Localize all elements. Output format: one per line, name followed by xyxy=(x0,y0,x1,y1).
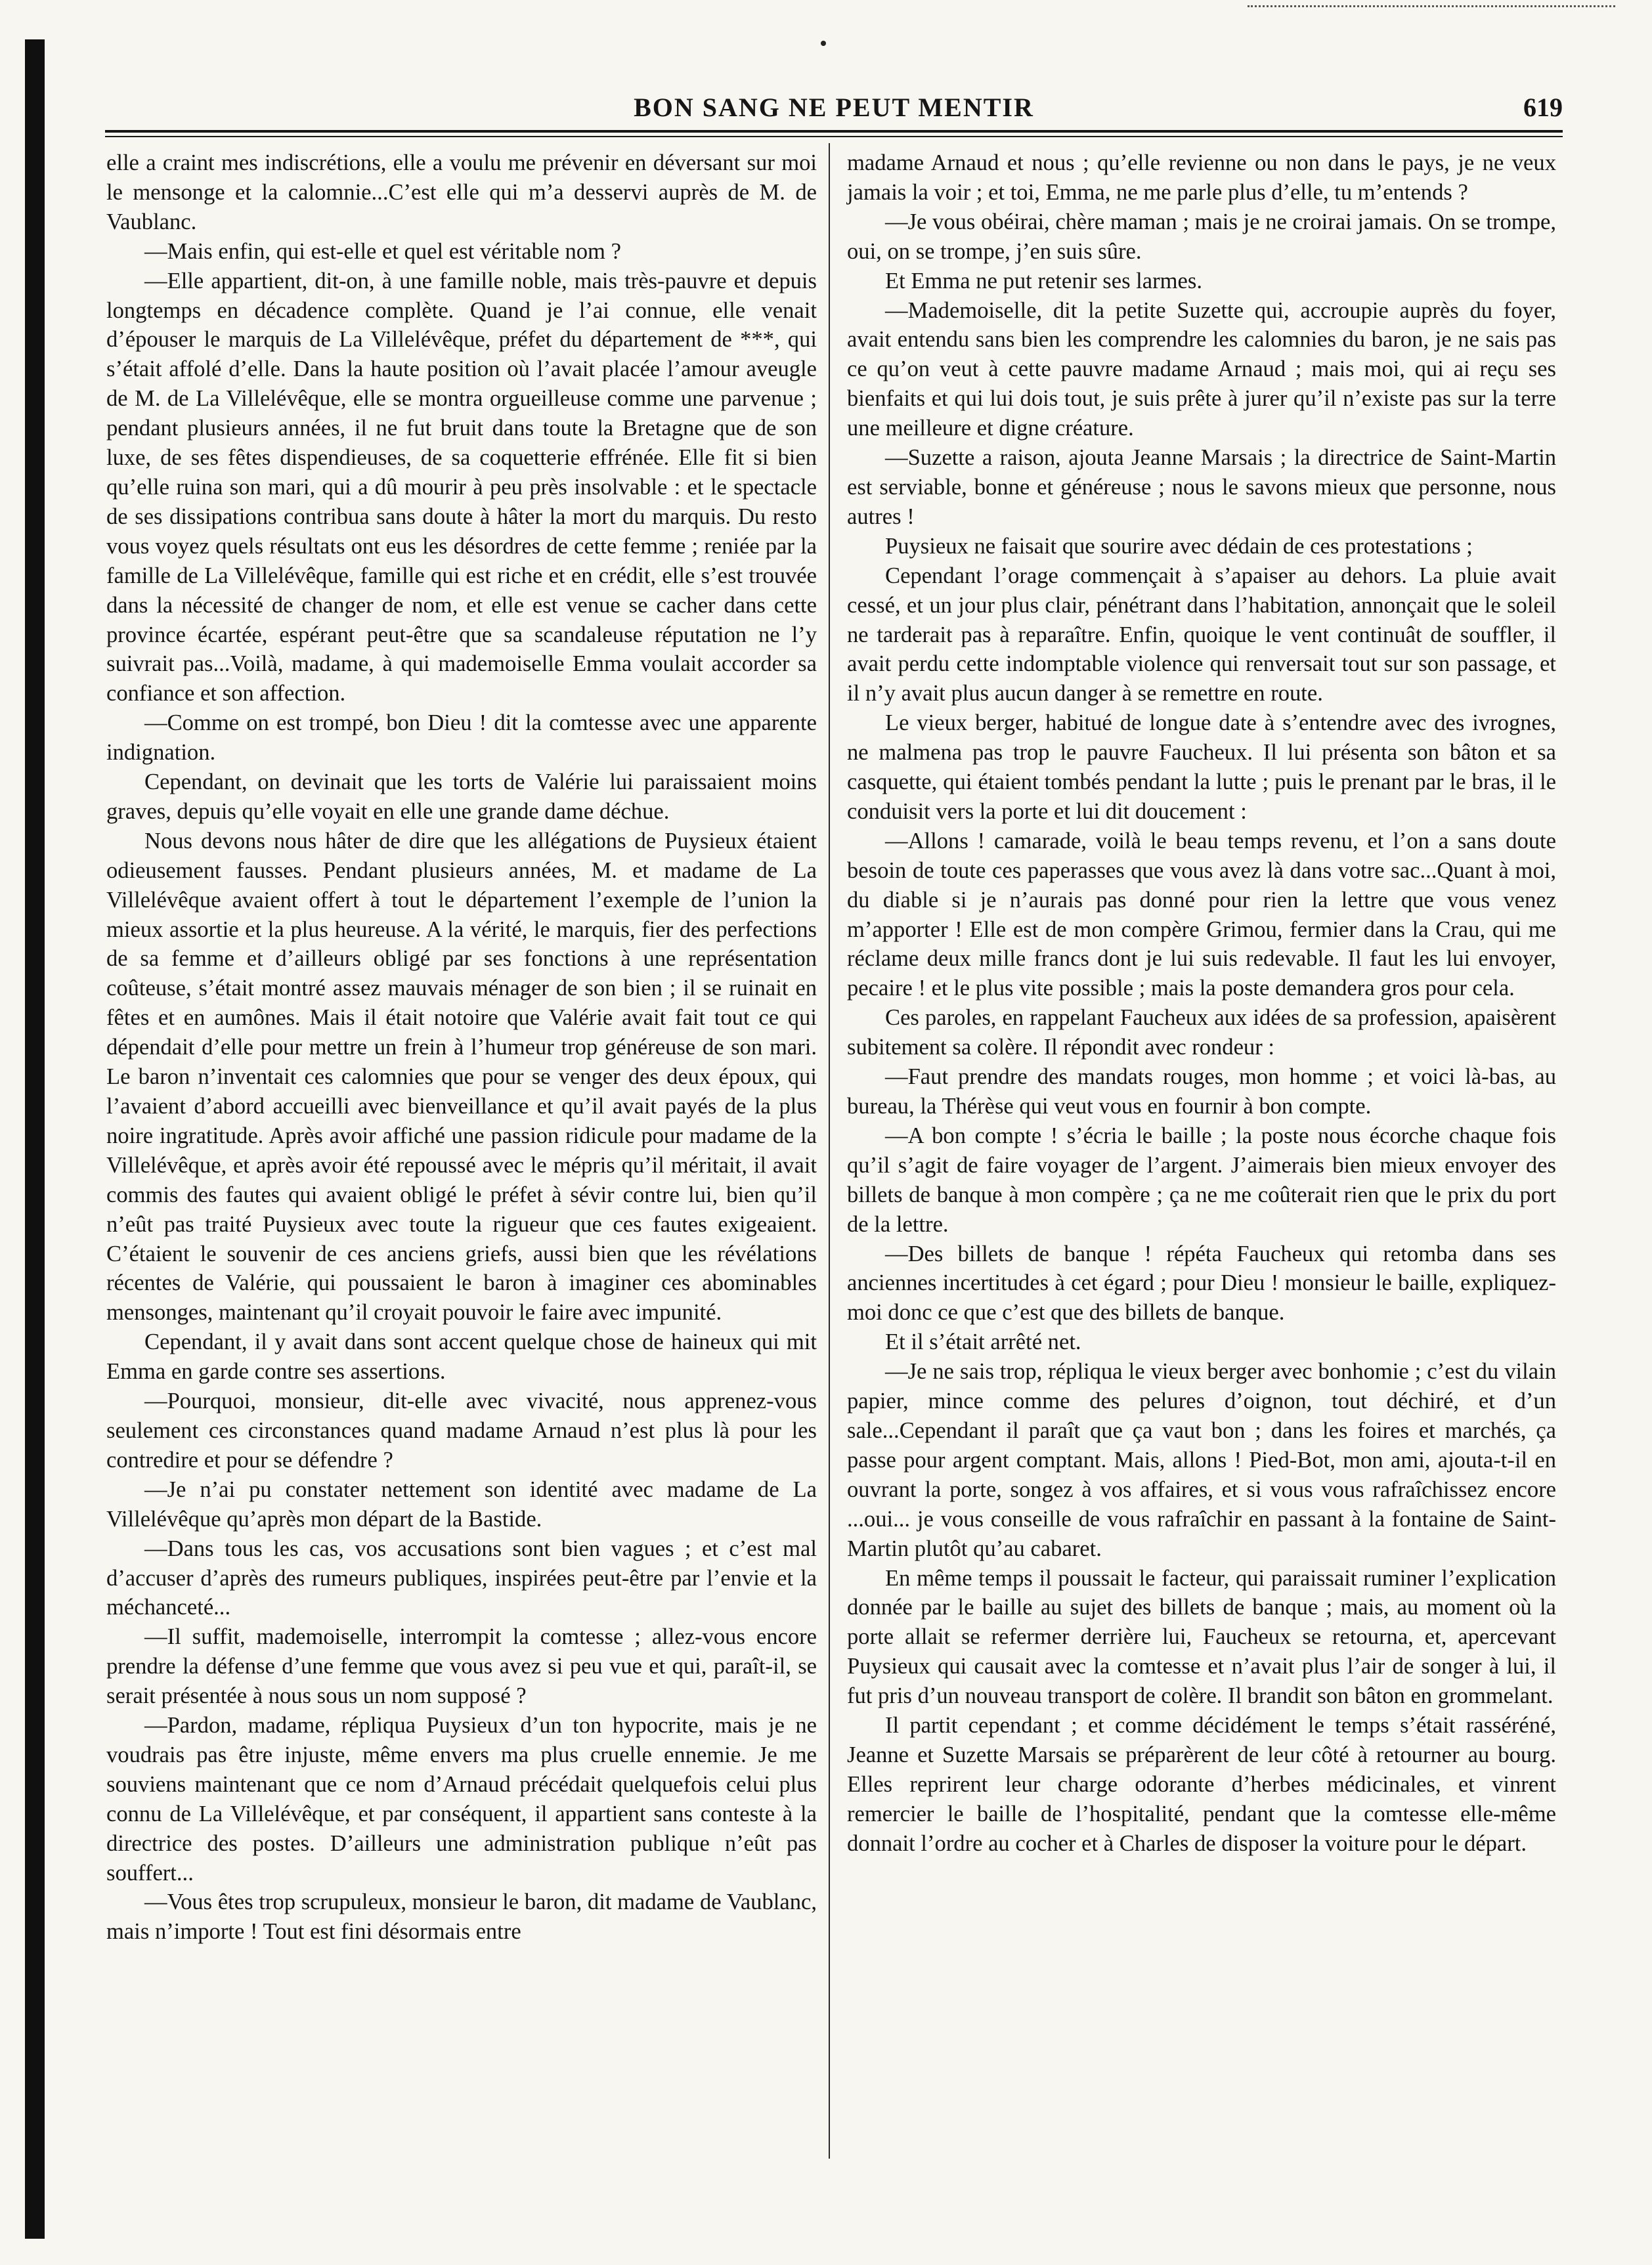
paragraph: —Elle appartient, dit-on, à une famille noble, mais très-pauvre et depuis longtemps en décadence complète. Quand je l’ai connue, elle venait d’épouser le marquis de La Villelévêque, préfet du département de ***, qui s’était affolé d’elle. Dans la haute position où l’avait placée l’amour aveugle de M. de La Villelévêque, elle se montra orgueilleuse comme une parvenue ; pendant plusieurs années, il ne fut bruit dans toute la Bretagne que de son luxe, de ses fêtes dispendieuses, de sa coquetterie effrénée. Elle fit si bien qu’elle ruina son mari, qui a dû mourir à peu près insolvable : et le spectacle de ses dissipations contribua sans doute à hâter la mort du marquis. Du resto vous voyez quels résultats ont eus les désordres de cette femme ; reniée par la famille de La Villelévêque, famille qui est riche et en crédit, elle s’est trouvée dans la nécessité de changer de nom, et elle est venue se cacher dans cette province écartée, espérant peut-être que sa scandaleuse réputation ne l’y suivrait pas...Voilà, madame, à qui mademoiselle Emma voulait accorder sa confiance et son affection. xyxy=(106,268,817,706)
paragraph: madame Arnaud et nous ; qu’elle revienne ou non dans le pays, je ne veux jamais la voir ; et toi, Emma, ne me parle plus d’elle, tu m’entends ? xyxy=(847,150,1556,205)
running-title: BON SANG NE PEUT MENTIR xyxy=(634,93,1034,122)
paragraph: Et Emma ne put retenir ses larmes. xyxy=(885,268,1202,293)
paragraph: Cependant, il y avait dans sont accent quelque chose de haineux qui mit Emma en garde contre ses assertions. xyxy=(106,1329,817,1385)
paragraph: En même temps il poussait le facteur, qui paraissait ruminer l’explication donnée par le baille au sujet des billets de banque ; mais, au moment où la porte allait se refermer derrière lui, Faucheux se retourna, et, apercevant Puysieux qui causait avec la comtesse et n’avait plus l’air de songer à lui, il fut pris d’un nouveau transport de colère. Il brandit son bâton en grommelant. xyxy=(847,1565,1556,1709)
paragraph: —Suzette a raison, ajouta Jeanne Marsais ; la directrice de Saint-Martin est serviable, bonne et généreuse ; nous le savons mieux que personne, nous autres ! xyxy=(847,445,1556,529)
paragraph: elle a craint mes indiscrétions, elle a voulu me prévenir en déversant sur moi le mensonge et la calomnie...C’est elle qui m’a desservi auprès de M. de Vaublanc. xyxy=(106,150,817,234)
paragraph: —Je ne sais trop, répliqua le vieux berger avec bonhomie ; c’est du vilain papier, mince comme des pelures d’oignon, tout déchiré, et d’un sale...Cependant il paraît que ça vaut bon ; dans les foires et marchés, ça passe pour argent comptant. Mais, allons ! Pied-Bot, mon ami, ajouta-t-il en ouvrant la porte, songez à vos affaires, et si vous vous rafraîchissez encore ...oui... je vous conseille de vous rafraîchir en passant à la fontaine de Saint-Martin plutôt qu’au cabaret. xyxy=(847,1359,1556,1561)
paragraph: Cependant, on devinait que les torts de Valérie lui paraissaient moins graves, depuis qu’elle voyait en elle une grande dame déchue. xyxy=(106,769,817,824)
scan-edge-bar xyxy=(25,39,45,2239)
paragraph: Il partit cependant ; et comme décidément le temps s’était rasséréné, Jeanne et Suzette Marsais se préparèrent de leur côté à retourner au bourg. Elles reprirent leur charge odorante d’herbes médicinales, et vinrent remercier le baille de l’hospitalité, pendant que la comtesse elle-même donnait l’ordre au cocher et à Charles de disposer la voiture pour le départ. xyxy=(847,1713,1556,1856)
paragraph: —Je vous obéirai, chère maman ; mais je ne croirai jamais. On se trompe, oui, on se trompe, j’en suis sûre. xyxy=(847,209,1556,264)
paragraph: Et il s’était arrêté net. xyxy=(885,1329,1081,1355)
paragraph: —Faut prendre des mandats rouges, mon homme ; et voici là-bas, au bureau, la Thérèse qui veut vous en fournir à bon compte. xyxy=(847,1064,1556,1119)
paragraph: —Allons ! camarade, voilà le beau temps revenu, et l’on a sans doute besoin de toute ces paperasses que vous avez là dans votre sac...Quant à moi, du diable si je n’aurais pas donné pour rien la lettre que vous venez m’apporter ! Elle est de mon compère Grimou, fermier dans la Crau, qui me réclame deux mille francs dont je lui suis redevable. Il faut les lui envoyer, pecaire ! et le plus vite possible ; mais la poste demandera gros pour cela. xyxy=(847,828,1556,1001)
paragraph: —Pardon, madame, répliqua Puysieux d’un ton hypocrite, mais je ne voudrais pas être injuste, même envers ma plus cruelle ennemie. Je me souviens maintenant que ce nom d’Arnaud précédait quelquefois celui plus connu de La Villelévêque, et par conséquent, il appartient sans conteste à la directrice des postes. D’ailleurs une administration publique n’eût pas souffert... xyxy=(106,1713,817,1886)
paragraph: —Mademoiselle, dit la petite Suzette qui, accroupie auprès du foyer, avait entendu sans bien les comprendre les calomnies du baron, je ne sais pas ce qu’on veut à cette pauvre madame Arnaud ; mais moi, qui ai reçu ses bienfaits et qui lui dois tout, je suis prête à jurer qu’il n’existe pas sur la terre une meilleure et digne créature. xyxy=(847,297,1556,441)
left-column xyxy=(106,148,817,2157)
header-rule-thick xyxy=(105,130,1563,133)
paragraph: —Vous êtes trop scrupuleux, monsieur le baron, dit madame de Vaublanc, mais n’importe ! Tout est fini désormais entre xyxy=(106,1889,817,1945)
ink-dot xyxy=(821,41,826,46)
paragraph: —Il suffit, mademoiselle, interrompit la comtesse ; allez-vous encore prendre la défense d’une femme que vous avez si peu vue et qui, paraît-il, se serait présentée à nous sous un nom supposé ? xyxy=(106,1624,817,1709)
page-number: 619 xyxy=(1523,93,1563,122)
paragraph: —Pourquoi, monsieur, dit-elle avec vivacité, nous apprenez-vous seulement ces circonstances quand madame Arnaud n’est plus là pour les contredire et pour se défendre ? xyxy=(106,1389,817,1473)
paragraph: —Des billets de banque ! répéta Faucheux qui retomba dans ses anciennes incertitudes à cet égard ; pour Dieu ! monsieur le baille, expliquez-moi donc ce que c’est que des billets de banque. xyxy=(847,1241,1556,1326)
paragraph: Le vieux berger, habitué de longue date à s’entendre avec des ivrognes, ne malmena pas trop le pauvre Faucheux. Il lui présenta son bâton et sa casquette, qui étaient tombés pendant la lutte ; puis le prenant par le bras, il le conduisit vers la porte et lui dit doucement : xyxy=(847,710,1556,824)
paragraph: —Dans tous les cas, vos accusations sont bien vagues ; et c’est mal d’accuser d’après des rumeurs publiques, inspirées peut-être par l’envie et la méchanceté... xyxy=(106,1536,817,1620)
header-rule-thin xyxy=(105,136,1563,137)
right-column xyxy=(847,148,1556,2157)
paragraph: —Comme on est trompé, bon Dieu ! dit la comtesse avec une apparente indignation. xyxy=(106,710,817,766)
top-dotted-mark xyxy=(1248,5,1615,7)
paragraph: —A bon compte ! s’écria le baille ; la poste nous écorche chaque fois qu’il s’agit de faire voyager de l’argent. J’aimerais bien mieux envoyer des billets de banque à mon compère ; ça ne me coûterait rien que le prix du port de la lettre. xyxy=(847,1123,1556,1237)
paragraph: Nous devons nous hâter de dire que les allégations de Puysieux étaient odieusement fausses. Pendant plusieurs années, M. et madame de La Villelévêque avaient offert à tout le département l’exemple de l’union la mieux assortie et la plus heureuse. A la vérité, le marquis, fier des perfections de sa femme et d’ailleurs obligé par ses fonctions à une représentation coûteuse, s’était montré assez mauvais ménager de son bien ; il se ruinait en fêtes et en aumônes. Mais il était notoire que Valérie avait fait tout ce qui dépendait d’elle pour mettre un frein à l’humeur trop généreuse de son mari. Le baron n’inventait ces calomnies que pour se venger des deux époux, qui l’avaient d’abord accueilli avec bienveillance et qu’il avait payés de la plus noire ingratitude. Après avoir affiché une passion ridicule pour madame de la Villelévêque, et après avoir été repoussé avec le mépris qu’il méritait, il avait commis des fautes qui avaient obligé le préfet à sévir contre lui, bien qu’il n’eût pas traité Puysieux avec toute la rigueur que ces fautes exigeaient. C’étaient le souvenir de ces anciens griefs, aussi bien que les révélations récentes de Valérie, qui poussaient le baron à imaginer ces abominables mensonges, maintenant qu’il croyait pouvoir le faire avec impunité. xyxy=(106,828,817,1326)
paragraph: Cependant l’orage commençait à s’apaiser au dehors. La pluie avait cessé, et un jour plus clair, pénétrant dans l’habitation, annonçait que le soleil ne tarderait pas à reparaître. Enfin, quoique le vent continuât de souffler, il avait perdu cette indomptable violence qui renversait tout sur son passage, et il n’y avait plus aucun danger à se remettre en route. xyxy=(847,563,1556,706)
paragraph: Ces paroles, en rappelant Faucheux aux idées de sa profession, apaisèrent subitement sa colère. Il répondit avec rondeur : xyxy=(847,1005,1556,1060)
page-header xyxy=(105,92,1563,130)
paragraph: —Mais enfin, qui est-elle et quel est véritable nom ? xyxy=(144,238,621,264)
column-divider xyxy=(829,143,830,2159)
paragraph: Puysieux ne faisait que sourire avec dédain de ces protestations ; xyxy=(885,533,1473,559)
paragraph: —Je n’ai pu constater nettement son identité avec madame de La Villelévêque qu’après mon départ de la Bastide. xyxy=(106,1477,817,1532)
